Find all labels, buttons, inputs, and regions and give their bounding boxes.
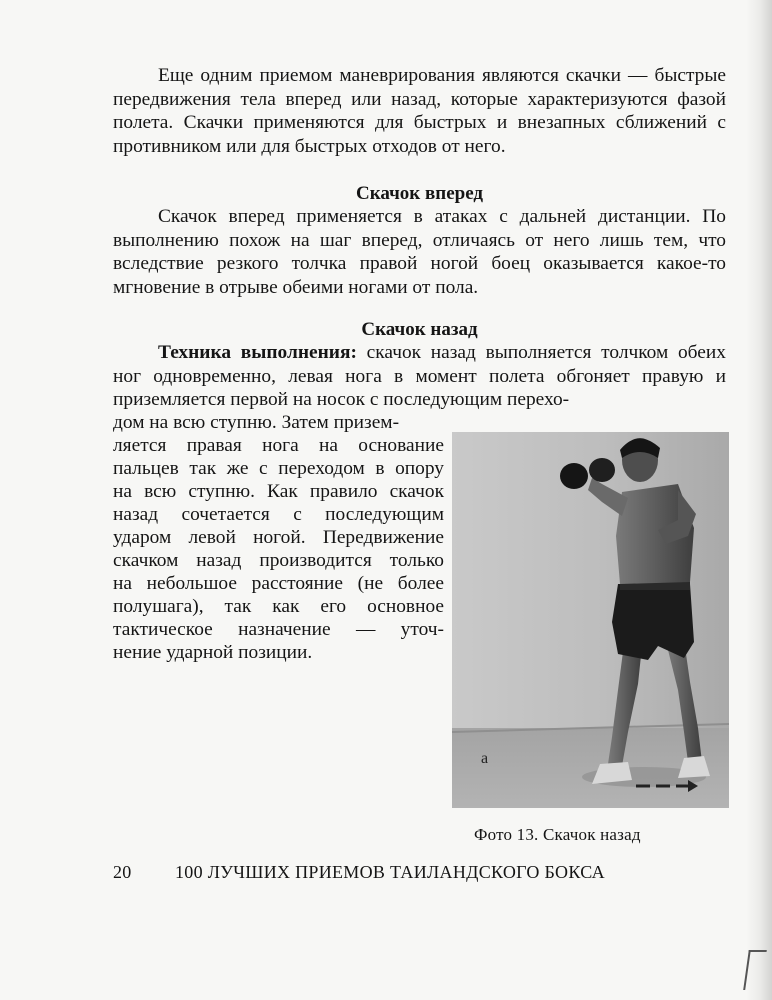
wrap-text-line: на небольшое расстояние (не более (113, 573, 444, 594)
photo-caption: Фото 13. Скачок назад (474, 825, 641, 844)
wrap-text-line: ударом левой ногой. Передвижение (113, 527, 444, 548)
wrap-text-line: на всю ступню. Как правило скачок (113, 481, 444, 502)
running-title: 100 ЛУЧШИХ ПРИЕМОВ ТАИЛАНДСКОГО БОКСА (175, 862, 605, 882)
page-footer (113, 862, 673, 883)
wrap-text-line: ляется правая нога на основание (113, 435, 444, 456)
page-number: 20 (113, 862, 132, 882)
page-edge-shadow (746, 0, 772, 1000)
paragraph-jumps-intro: Еще одним приемом маневрирования являются скачки — быстрые передвижения тела вперед или назад, которые характеризуются фазой полета. Скачки применяются для быстрых и внезапных сближений с противником или для быстрых отходов от него. (113, 65, 726, 157)
wrap-text-line: дом на всю ступню. Затем призем- (113, 412, 400, 433)
heading-jump-forward: Скачок вперед (355, 183, 484, 204)
wrap-text-line: назад сочетается с последующим (113, 504, 444, 525)
wrap-text-line: скачком назад производится только (113, 550, 444, 571)
photo-label: а (481, 750, 489, 767)
heading-jump-back: Скачок назад (361, 319, 478, 340)
wrap-text-line: нение ударной позиции. (113, 642, 313, 663)
paragraph-jump-back-technique (113, 341, 726, 412)
wrap-text-line: тактическое назначение — уточ- (113, 619, 444, 640)
wrap-text-line: пальцев так же с переходом в опору (113, 458, 444, 479)
technique-text: скачок назад выполняется толчком обеих ног одновременно, левая нога в момент полета обгоняет правую и приземляется первой на носок с последующим перехо- (113, 342, 726, 410)
boxer-photo (452, 432, 729, 808)
wrap-text-line: полушага), так как его основное (113, 596, 444, 617)
boxer-illustration (452, 432, 729, 808)
paragraph-jump-forward: Скачок вперед применяется в атаках с дальней дистанции. По выполнению похож на шаг вперед, отличаясь от него лишь тем, что вследствие резкого толчка правой ногой боец оказывается какое-то мгновение в отрыве обеими ногами от пола. (113, 206, 726, 298)
technique-lead: Техника выполнения: (158, 342, 357, 363)
